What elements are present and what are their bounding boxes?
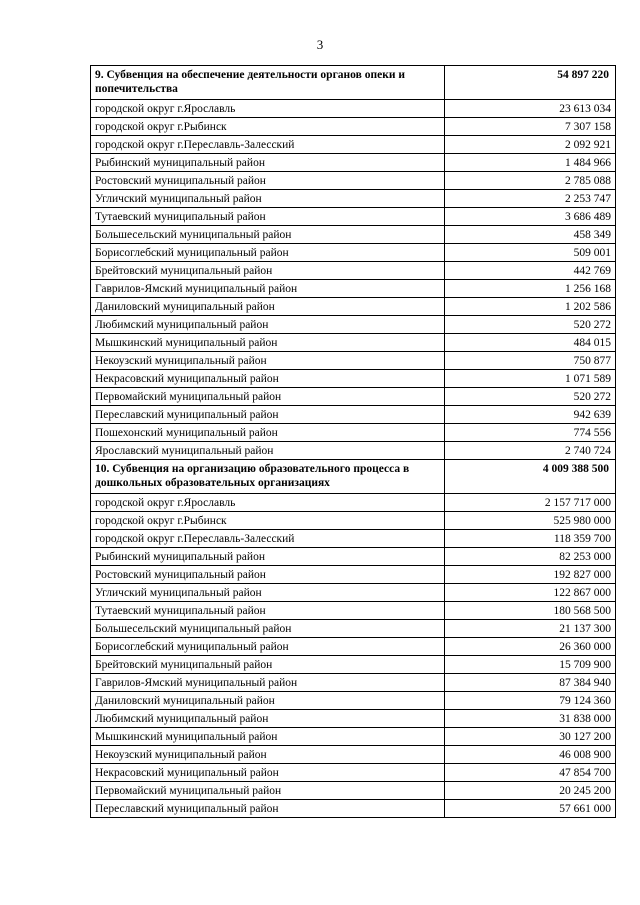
table-row — [91, 424, 616, 442]
municipality-name: Ярославский муниципальный район — [91, 442, 445, 460]
municipality-name: Гаврилов-Ямский муниципальный район — [91, 674, 445, 692]
table-row — [91, 566, 616, 584]
table-row — [91, 692, 616, 710]
municipality-name: Некоузский муниципальный район — [91, 746, 445, 764]
subvention-amount: 15 709 900 — [445, 656, 616, 674]
subvention-amount: 87 384 940 — [445, 674, 616, 692]
table-row — [91, 352, 616, 370]
table-row — [91, 262, 616, 280]
subvention-amount: 192 827 000 — [445, 566, 616, 584]
subvention-amount: 520 272 — [445, 316, 616, 334]
subvention-amount: 31 838 000 — [445, 710, 616, 728]
municipality-name: Брейтовский муниципальный район — [91, 262, 445, 280]
table-row — [91, 100, 616, 118]
table-row — [91, 800, 616, 818]
subvention-amount: 47 854 700 — [445, 764, 616, 782]
municipality-name: Тутаевский муниципальный район — [91, 208, 445, 226]
municipality-name: городской округ г.Переславль-Залесский — [91, 530, 445, 548]
table-row — [91, 656, 616, 674]
municipality-name: Некрасовский муниципальный район — [91, 370, 445, 388]
municipality-name: Угличский муниципальный район — [91, 584, 445, 602]
subvention-amount: 7 307 158 — [445, 118, 616, 136]
subvention-amount: 57 661 000 — [445, 800, 616, 818]
subvention-amount: 442 769 — [445, 262, 616, 280]
table-row — [91, 620, 616, 638]
table-row — [91, 584, 616, 602]
table-row — [91, 226, 616, 244]
table-row — [91, 442, 616, 460]
municipality-name: Переславский муниципальный район — [91, 800, 445, 818]
table-row — [91, 316, 616, 334]
municipality-name: Некоузский муниципальный район — [91, 352, 445, 370]
subvention-amount: 774 556 — [445, 424, 616, 442]
table-row — [91, 548, 616, 566]
subvention-amount: 1 071 589 — [445, 370, 616, 388]
table-row — [91, 602, 616, 620]
subvention-amount: 180 568 500 — [445, 602, 616, 620]
subvention-amount: 942 639 — [445, 406, 616, 424]
municipality-name: Большесельский муниципальный район — [91, 620, 445, 638]
table-row — [91, 530, 616, 548]
subvention-amount: 21 137 300 — [445, 620, 616, 638]
municipality-name: Брейтовский муниципальный район — [91, 656, 445, 674]
municipality-name: Большесельский муниципальный район — [91, 226, 445, 244]
subvention-amount: 2 157 717 000 — [445, 494, 616, 512]
subvention-amount: 509 001 — [445, 244, 616, 262]
municipality-name: Некрасовский муниципальный район — [91, 764, 445, 782]
municipality-name: Тутаевский муниципальный район — [91, 602, 445, 620]
municipality-name: городской округ г.Переславль-Залесский — [91, 136, 445, 154]
section-header-row — [91, 460, 616, 494]
subvention-amount: 458 349 — [445, 226, 616, 244]
table-row — [91, 710, 616, 728]
subvention-table-body — [91, 66, 616, 818]
table-row — [91, 406, 616, 424]
subvention-amount: 46 008 900 — [445, 746, 616, 764]
subvention-amount: 750 877 — [445, 352, 616, 370]
subvention-amount: 79 124 360 — [445, 692, 616, 710]
municipality-name: Первомайский муниципальный район — [91, 782, 445, 800]
table-row — [91, 782, 616, 800]
section-title: 10. Субвенция на организацию образовательного процесса в дошкольных образовательных организациях — [91, 460, 445, 494]
municipality-name: Рыбинский муниципальный район — [91, 548, 445, 566]
municipality-name: Переславский муниципальный район — [91, 406, 445, 424]
subvention-amount: 2 785 088 — [445, 172, 616, 190]
subvention-amount: 82 253 000 — [445, 548, 616, 566]
section-header-row — [91, 66, 616, 100]
table-row — [91, 208, 616, 226]
subvention-amount: 118 359 700 — [445, 530, 616, 548]
subvention-amount: 1 484 966 — [445, 154, 616, 172]
municipality-name: Рыбинский муниципальный район — [91, 154, 445, 172]
table-row — [91, 728, 616, 746]
municipality-name: городской округ г.Ярославль — [91, 494, 445, 512]
subvention-amount: 484 015 — [445, 334, 616, 352]
subvention-amount: 122 867 000 — [445, 584, 616, 602]
subvention-amount: 20 245 200 — [445, 782, 616, 800]
table-row — [91, 334, 616, 352]
page-number: 3 — [316, 37, 324, 52]
municipality-name: Даниловский муниципальный район — [91, 692, 445, 710]
section-total: 4 009 388 500 — [445, 460, 616, 494]
subvention-table — [90, 65, 616, 818]
table-row — [91, 370, 616, 388]
subvention-amount: 2 092 921 — [445, 136, 616, 154]
subvention-amount: 26 360 000 — [445, 638, 616, 656]
municipality-name: Мышкинский муниципальный район — [91, 334, 445, 352]
table-row — [91, 172, 616, 190]
municipality-name: Любимский муниципальный район — [91, 710, 445, 728]
table-row — [91, 154, 616, 172]
subvention-amount: 1 256 168 — [445, 280, 616, 298]
municipality-name: Любимский муниципальный район — [91, 316, 445, 334]
table-row — [91, 136, 616, 154]
subvention-amount: 2 253 747 — [445, 190, 616, 208]
municipality-name: городской округ г.Ярославль — [91, 100, 445, 118]
subvention-amount: 520 272 — [445, 388, 616, 406]
table-row — [91, 298, 616, 316]
table-row — [91, 280, 616, 298]
table-row — [91, 190, 616, 208]
subvention-amount: 30 127 200 — [445, 728, 616, 746]
municipality-name: Пошехонский муниципальный район — [91, 424, 445, 442]
municipality-name: Ростовский муниципальный район — [91, 566, 445, 584]
subvention-amount: 3 686 489 — [445, 208, 616, 226]
table-row — [91, 512, 616, 530]
table-row — [91, 638, 616, 656]
subvention-amount: 23 613 034 — [445, 100, 616, 118]
table-row — [91, 674, 616, 692]
municipality-name: Ростовский муниципальный район — [91, 172, 445, 190]
table-row — [91, 764, 616, 782]
section-total: 54 897 220 — [445, 66, 616, 100]
municipality-name: Даниловский муниципальный район — [91, 298, 445, 316]
section-title: 9. Субвенция на обеспечение деятельности органов опеки и попечительства — [91, 66, 445, 100]
table-row — [91, 746, 616, 764]
municipality-name: Первомайский муниципальный район — [91, 388, 445, 406]
municipality-name: городской округ г.Рыбинск — [91, 512, 445, 530]
municipality-name: Борисоглебский муниципальный район — [91, 638, 445, 656]
municipality-name: Борисоглебский муниципальный район — [91, 244, 445, 262]
subvention-amount: 2 740 724 — [445, 442, 616, 460]
table-row — [91, 244, 616, 262]
subvention-amount: 525 980 000 — [445, 512, 616, 530]
municipality-name: Гаврилов-Ямский муниципальный район — [91, 280, 445, 298]
municipality-name: городской округ г.Рыбинск — [91, 118, 445, 136]
municipality-name: Мышкинский муниципальный район — [91, 728, 445, 746]
table-row — [91, 118, 616, 136]
subvention-amount: 1 202 586 — [445, 298, 616, 316]
table-row — [91, 494, 616, 512]
table-row — [91, 388, 616, 406]
municipality-name: Угличский муниципальный район — [91, 190, 445, 208]
